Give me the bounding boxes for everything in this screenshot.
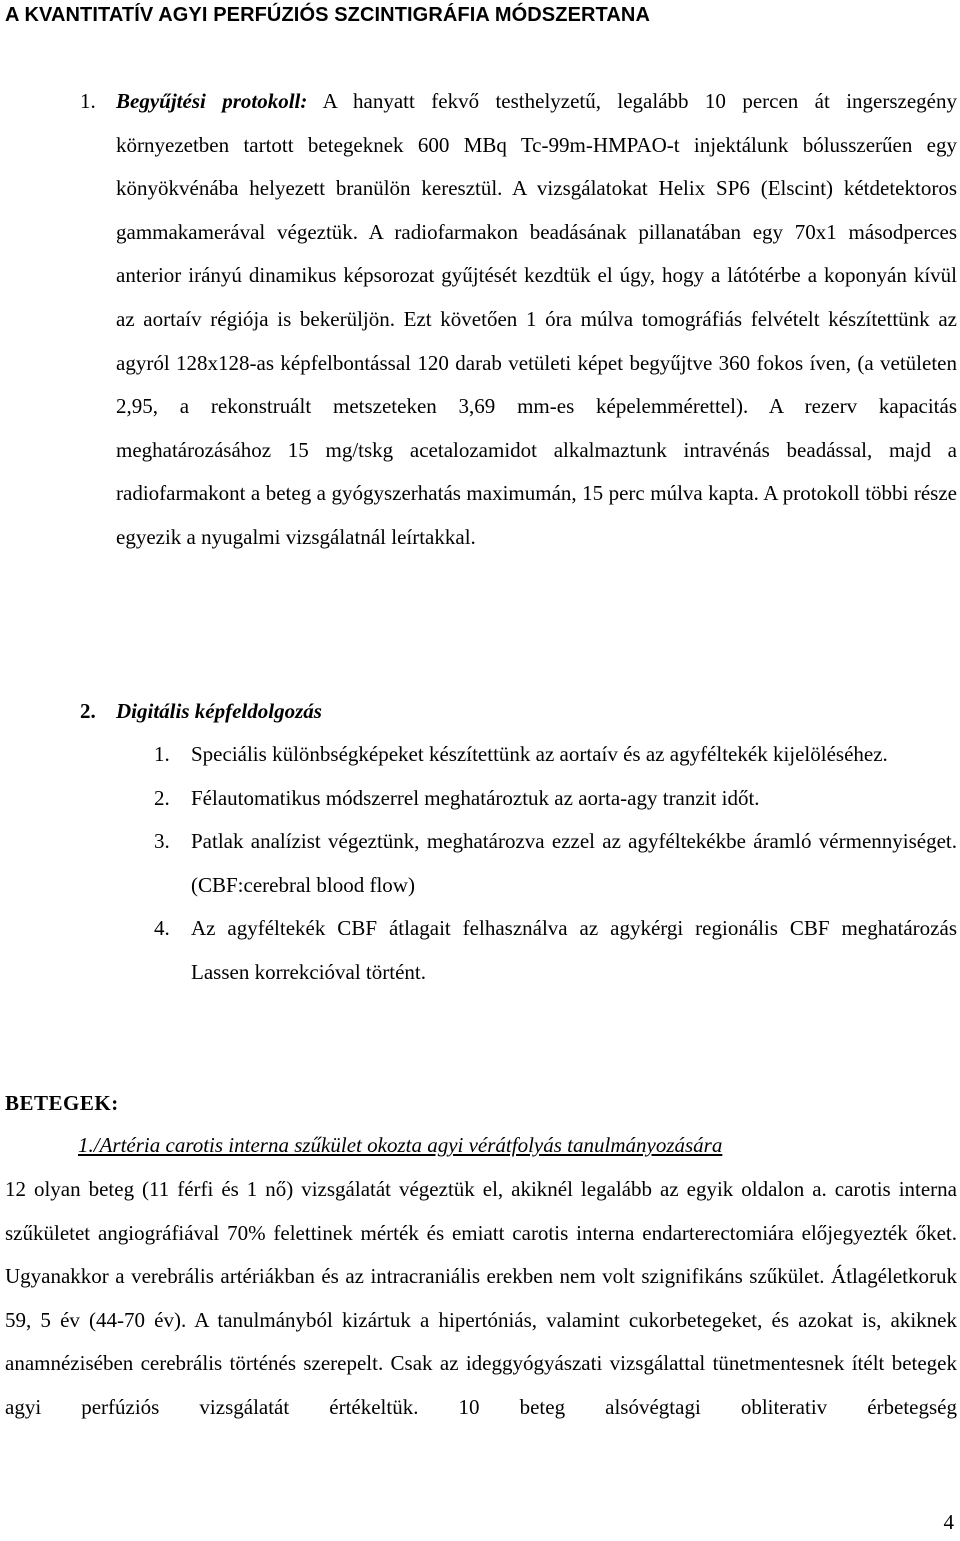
patients-heading: BETEGEK: xyxy=(5,1091,119,1115)
list-item xyxy=(154,777,957,821)
section-heading: Digitális képfeldolgozás xyxy=(116,699,322,723)
list-item-number: 1. xyxy=(154,742,170,766)
list-item-text: Speciális különbségképeket készítettünk az aortaív és az agyféltekék kijelöléséhez. xyxy=(191,742,888,766)
section-number: 1. xyxy=(80,89,96,113)
page-title: A KVANTITATÍV AGYI PERFÚZIÓS SZCINTIGRÁFIA MÓDSZERTANA xyxy=(5,4,651,26)
list-item xyxy=(154,733,957,777)
section-heading: Begyűjtési protokoll: xyxy=(116,89,308,113)
list-item xyxy=(154,820,957,907)
list-item-text: Félautomatikus módszerrel meghatároztuk az aorta-agy tranzit időt. xyxy=(191,785,760,810)
section-begyujtesi-protokoll xyxy=(80,80,958,560)
page-number: 4 xyxy=(943,1510,954,1534)
patients-text: 12 olyan beteg (11 férfi és 1 nő) vizsgálatát végeztük el, akiknél legalább az egyik oldalon a. carotis interna szűkületet angiográfiával 70% felettinek mérték és emiatt carotis interna endarterectomiára előjegyezték őket. Ugyanakkor a verebrális artériákban és az intracraniális erekben nem volt szignifikáns szűkület. Átlagéletkoruk 59, 5 év (44-70 év). A tanulmányból kizártuk a hipertóniás, valamint cukorbetegeket, és azokat is, akiknek anamnézisében cerebrális történés szerepelt. Csak az ideggyógyászati vizsgálattal tünetmentesnek ítélt betegek agyi perfúziós vizsgálatát értékeltük. 10 beteg alsóvégtagi obliterativ érbetegség xyxy=(5,1177,957,1419)
section-number: 2. xyxy=(80,699,96,723)
list-item-number: 4. xyxy=(154,916,170,941)
patients-subheading: 1./Artéria carotis interna szűkület okozta agyi vérátfolyás tanulmányozására xyxy=(78,1133,723,1157)
list-item-text: Patlak analízist végeztünk, meghatározva ezzel az agyféltekékbe áramló vérmennyiséget. (CBF:cerebral blood flow) xyxy=(191,829,957,897)
section-text: A hanyatt fekvő testhelyzetű, legalább 10 percen át ingerszegény környezetben tartott betegeknek 600 MBq Tc-99m-HMPAO-t injektálunk bólusszerűen egy könyökvénába helyezett branülön keresztül. A vizsgálatokat Helix SP6 (Elscint) kétdetektoros gammakamerával végeztük. A radiofarmakon beadásának pillanatában egy 70x1 másodperces anterior irányú dinamikus képsorozat gyűjtését kezdtük el úgy, hogy a látótérbe a koponyán kívül az aortaív régiója is bekerüljön. Ezt követően 1 óra múlva tomográfiás felvételt készítettünk az agyról 128x128-as képfelbontással 120 darab vetületi képet begyűjtve 360 fokos íven, (a vetületen 2,95, a rekonstruált metszeteken 3,69 mm-es képelemmérettel). A rezerv kapacitás meghatározásához 15 mg/tskg acetalozamidot alkalmaztunk intravénás beadással, majd a radiofarmakont a beteg a gyógyszerhatás maximumán, 15 perc múlva kapta. A protokoll többi része egyezik a nyugalmi vizsgálatnál leírtakkal. xyxy=(116,89,958,549)
list-item xyxy=(154,907,957,994)
list-item-number: 2. xyxy=(154,785,170,810)
list-item-text: Az agyféltekék CBF átlagait felhasználva az agykérgi regionális CBF meghatározás Lassen korrekcióval történt. xyxy=(191,916,957,984)
list-item-number: 3. xyxy=(154,829,170,854)
processing-steps-list xyxy=(154,733,957,995)
section-digitalis-kepfeldolgozas-heading xyxy=(80,690,322,734)
